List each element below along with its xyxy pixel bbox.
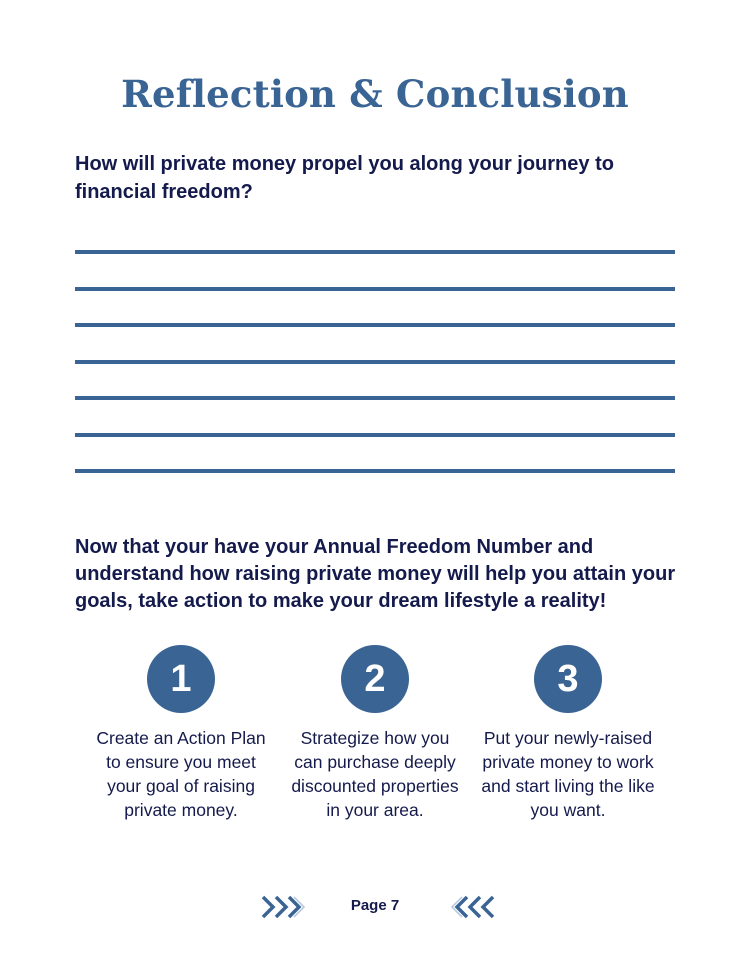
chevrons-right-icon — [258, 893, 318, 921]
answer-line — [75, 323, 675, 327]
answer-line — [75, 433, 675, 437]
step-2 — [285, 645, 465, 822]
call-to-action: Now that your have your Annual Freedom Number and understand how raising private money will help you attain your goals, take action to make your dream lifestyle a reality! — [75, 536, 676, 612]
step-1 — [91, 645, 271, 822]
reflection-question: How will private money propel you along your journey to financial freedom? — [75, 153, 614, 203]
step-description: Create an Action Plan to ensure you meet your goal of raising private money. — [96, 728, 266, 820]
page-footer — [0, 893, 750, 921]
chevrons-left-icon — [438, 893, 498, 921]
page-title: Reflection & Conclusion — [121, 72, 629, 116]
step-number-badge: 3 — [534, 645, 602, 713]
step-number-badge: 1 — [147, 645, 215, 713]
answer-line — [75, 396, 675, 400]
answer-line — [75, 287, 675, 291]
step-number-badge: 2 — [341, 645, 409, 713]
step-3 — [478, 645, 658, 822]
answer-line — [75, 250, 675, 254]
answer-line — [75, 469, 675, 473]
step-description: Strategize how you can purchase deeply discounted properties in your area. — [291, 728, 459, 820]
step-description: Put your newly-raised private money to work and start living the like you want. — [481, 728, 655, 820]
page-number: Page 7 — [350, 897, 400, 914]
answer-line — [75, 360, 675, 364]
